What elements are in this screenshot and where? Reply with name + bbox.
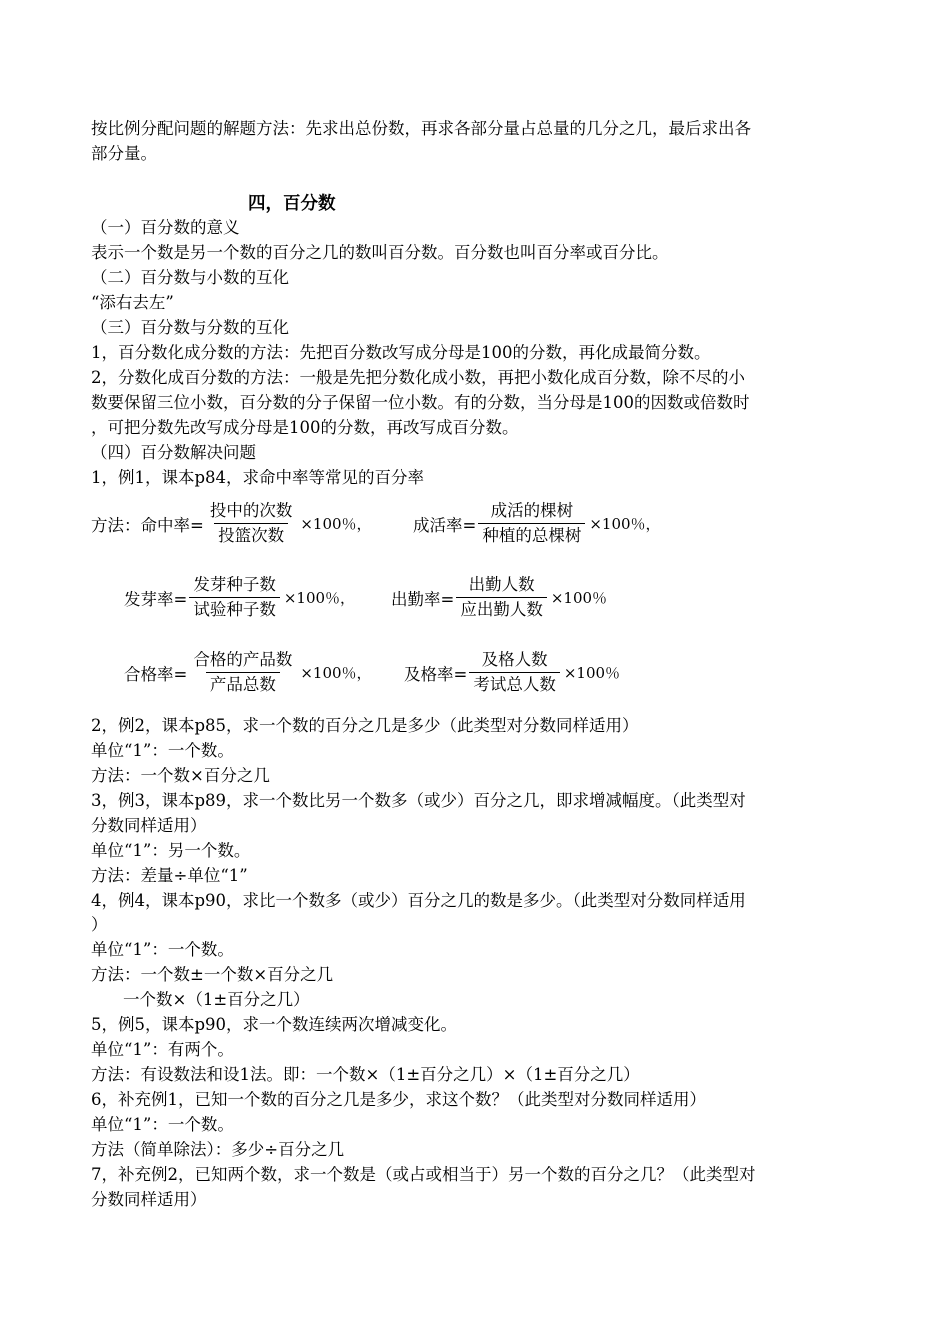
denominator: 种植的总棵树	[478, 523, 585, 547]
ex4-unit: 单位“1”：一个数。	[91, 940, 234, 959]
multiplier: ×100％，	[300, 664, 372, 682]
sec3-p2-line1: 2，分数化成百分数的方法：一般是先把分数化成小数，再把小数化成百分数，除不尽的小	[91, 368, 745, 387]
method-label: 方法：	[91, 515, 141, 535]
ex1-line: 1，例1，课本p84，求命中率等常见的百分率	[91, 468, 425, 487]
ex5-method: 方法：有设数法和设1法。即：一个数×（1±百分之几）×（1±百分之几）	[91, 1065, 640, 1084]
ex7-line1: 7，补充例2，已知两个数，求一个数是（或占或相当于）另一个数的百分之几？（此类型对	[91, 1165, 756, 1184]
sec3-p2-line3: ，可把分数先改写成分母是100的分数，再改写成百分数。	[91, 418, 519, 437]
formula-name: 成活率=	[413, 515, 477, 535]
formula-name: 发芽率=	[124, 589, 188, 609]
multiplier: ×100％，	[283, 589, 356, 607]
fraction	[456, 574, 547, 621]
formula-name: 合格率=	[124, 664, 188, 684]
formula-name: 命中率=	[140, 515, 204, 535]
formula-survival-rate	[413, 500, 661, 547]
sec3-title: （三）百分数与分数的互化	[91, 318, 289, 337]
denominator: 应出勤人数	[456, 597, 547, 621]
denominator: 产品总数	[206, 672, 280, 696]
sec1-text: 表示一个数是另一个数的百分之几的数叫百分数。百分数也叫百分率或百分比。	[91, 243, 669, 262]
ex4-method2: 一个数×（1±百分之几）	[123, 990, 310, 1009]
denominator: 投篮次数	[214, 523, 288, 547]
intro-line-1: 按比例分配问题的解题方法：先求出总份数，再求各部分量占总量的几分之几，最后求出各	[91, 119, 751, 138]
numerator: 发芽种子数	[193, 575, 276, 594]
ex5-line: 5，例5，课本p90，求一个数连续两次增减变化。	[91, 1015, 458, 1034]
formula-qualified-rate	[124, 649, 372, 696]
ex3-line1: 3，例3，课本p89，求一个数比另一个数多（或少）百分之几，即求增减幅度。（此类型对	[91, 791, 746, 810]
sec3-p1: 1，百分数化成分数的方法：先把百分数改写成分母是100的分数，再化成最简分数。	[91, 343, 711, 362]
fraction	[189, 649, 296, 696]
formula-attendance-rate	[391, 574, 607, 621]
ex3-unit: 单位“1”：另一个数。	[91, 841, 251, 860]
fraction	[469, 649, 560, 696]
sec2-title: （二）百分数与小数的互化	[91, 268, 289, 287]
ex5-unit: 单位“1”：有两个。	[91, 1040, 234, 1059]
ex6-method: 方法（简单除法）：多少÷百分之几	[91, 1140, 345, 1159]
ex3-method: 方法：差量÷单位“1”	[91, 866, 248, 885]
ex6-unit: 单位“1”：一个数。	[91, 1115, 234, 1134]
section-heading: 四，百分数	[248, 194, 336, 214]
ex4-line1: 4，例4，课本p90，求比一个数多（或少）百分之几的数是多少。（此类型对分数同样适用	[91, 891, 746, 910]
multiplier: ×100％	[550, 589, 608, 607]
ex3-line2: 分数同样适用）	[91, 816, 207, 835]
denominator: 考试总人数	[469, 672, 560, 696]
ex4-line2: ）	[91, 915, 108, 934]
formula-name: 及格率=	[404, 664, 468, 684]
ex2-line: 2，例2，课本p85，求一个数的百分之几是多少（此类型对分数同样适用）	[91, 716, 639, 735]
intro-line-2: 部分量。	[91, 144, 157, 163]
numerator: 合格的产品数	[193, 650, 293, 669]
numerator: 投中的次数	[209, 501, 293, 520]
sec4-title: （四）百分数解决问题	[91, 443, 256, 462]
numerator: 及格人数	[481, 650, 548, 669]
fraction	[189, 574, 280, 621]
ex4-method1: 方法：一个数±一个数×百分之几	[91, 965, 334, 984]
multiplier: ×100％	[563, 664, 621, 682]
formula-pass-rate	[404, 649, 620, 696]
sec3-p2-line2: 数要保留三位小数，百分数的分子保留一位小数。有的分数，当分母是100的因数或倍数时	[91, 393, 750, 412]
denominator: 试验种子数	[189, 597, 280, 621]
ex2-method: 方法：一个数×百分之几	[91, 766, 270, 785]
formula-germination-rate	[124, 574, 355, 621]
fraction	[478, 500, 585, 547]
fraction	[206, 500, 297, 547]
ex2-unit: 单位“1”：一个数。	[91, 741, 234, 760]
numerator: 出勤人数	[468, 575, 535, 594]
sec2-text: “添右去左”	[91, 293, 174, 312]
ex7-line2: 分数同样适用）	[91, 1190, 207, 1209]
multiplier: ×100％，	[300, 515, 372, 533]
sec1-title: （一）百分数的意义	[91, 218, 240, 237]
formula-hit-rate	[91, 500, 372, 547]
formula-name: 出勤率=	[391, 589, 455, 609]
ex6-line: 6，补充例1，已知一个数的百分之几是多少，求这个数？（此类型对分数同样适用）	[91, 1090, 706, 1109]
numerator: 成活的棵树	[490, 501, 574, 520]
multiplier: ×100％，	[589, 515, 661, 533]
